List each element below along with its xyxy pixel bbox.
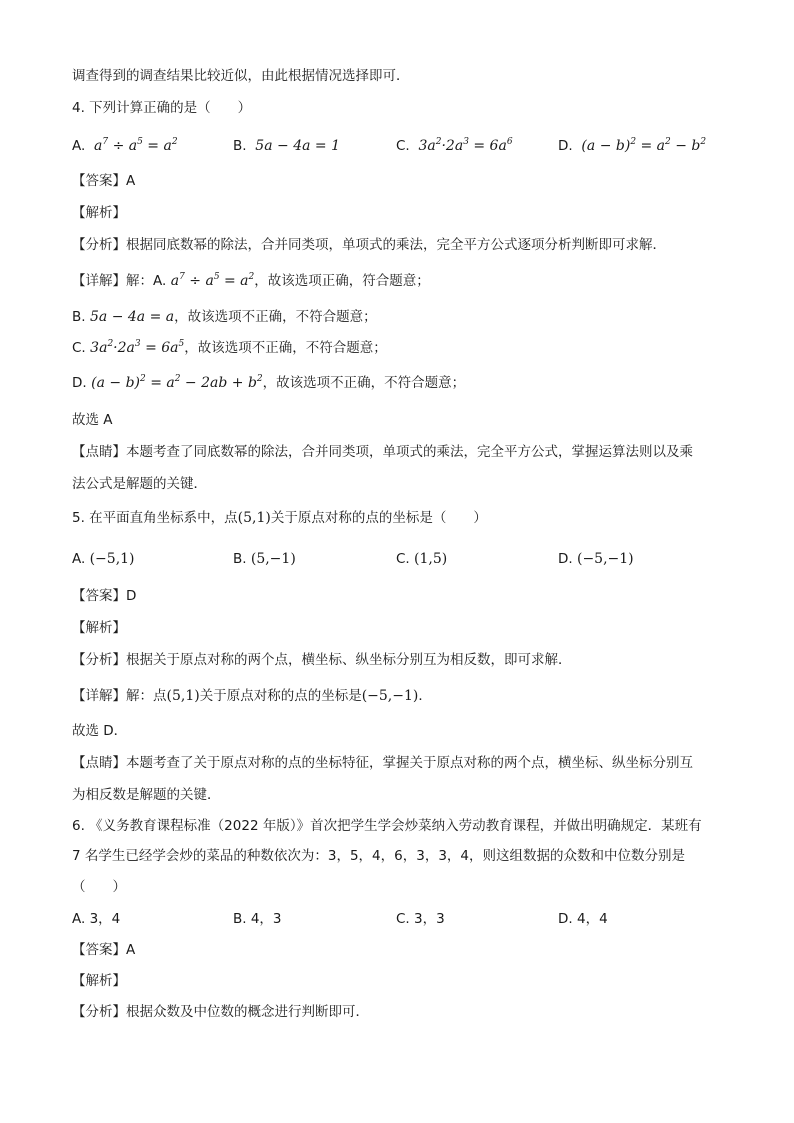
q4-xiangjie-c-formula: $3a^2\cdot 2a^3 = 6a^5$ [85,339,185,356]
q4-xiangjie-a [72,271,430,291]
q4-xiangjie-b-formula: 5a − 4a = a [85,309,175,325]
q5-stem [72,508,487,528]
q5-xiangjie-prefix: 【详解】解：点 [72,688,167,704]
q4-d-prefix: D. [72,375,87,391]
q5-stem-suffix: 关于原点对称的点的坐标是（ ） [270,510,487,526]
q4-xiangjie-a-formula: $a^7 \div a^5 = a^2$ [166,272,255,289]
q4-option-b [233,136,340,156]
q4-answer: 【答案】A [72,173,136,189]
q4-option-a [72,136,178,156]
q4-option-d [558,136,706,156]
q6-fenxi: 【分析】根据众数及中位数的概念进行判断即可． [72,1004,369,1020]
q5-option-b-value: (5,−1) [250,551,296,567]
q4-option-c-label: C. [396,138,410,154]
q4-jiexi: 【解析】 [72,205,126,221]
q5-xiangjie-mid: 关于原点对称的点的坐标是 [199,688,362,704]
q5-option-c-value: (1,5) [414,551,448,567]
q5-option-a [72,549,135,569]
q4-d-tail: ，故该选项不正确，不符合题意； [262,375,466,391]
q5-option-c-label: C. [396,551,410,567]
q4-dianjing-1: 【点睛】本题考查了同底数幂的除法，合并同类项，单项式的乘法，完全平方公式，掌握运算法则以及乘 [72,444,693,460]
q5-option-d [558,549,634,569]
q6-jiexi: 【解析】 [72,973,126,989]
q4-option-b-formula: 5a − 4a = 1 [250,138,340,154]
q4-xiangjie-c [72,338,387,358]
q5-option-a-label: A. [72,551,86,567]
intro-line: 调查得到的调查结果比较近似，由此根据情况选择即可． [72,68,410,84]
q4-b-tail: ，故该选项不正确，不符合题意； [174,309,377,325]
q4-dianjing-2: 法公式是解题的关键． [72,476,207,492]
q5-option-a-value: (−5,1) [89,551,135,567]
q4-c-tail: ，故该选项不正确，不符合题意； [184,340,387,356]
q4-xiangjie-d [72,373,465,393]
q4-option-a-label: A. [72,138,86,154]
q5-option-c [396,549,447,569]
q5-dianjing-2: 为相反数是解题的关键． [72,787,221,803]
q6-option-a: A. 3，4 [72,911,121,927]
q5-xiangjie-point: (5,1) [166,688,200,704]
q4-option-b-label: B. [233,138,247,154]
q6-stem-1: 6. 《义务教育课程标准（2022 年版）》首次把学生学会炒菜纳入劳动教育课程，并做出明确规定．某班有 [72,818,702,834]
q4-fenxi: 【分析】根据同底数幂的除法，合并同类项，单项式的乘法，完全平方公式逐项分析判断即可求解． [72,237,666,253]
q5-xiangjie-result: (−5,−1) [361,688,419,704]
q4-xiangjie-d-formula: $(a - b)^2 = a^2 - 2ab + b^2$ [86,374,263,391]
q6-stem-2: 7 名学生已经学会炒的菜品的种数依次为：3，5，4，6，3，3，4，则这组数据的众数和中位数分别是 [72,848,686,864]
q4-option-d-formula: $(a - b)^2 = a^2 - b^2$ [576,137,707,154]
q5-xiangjie-end: ． [418,688,432,704]
q5-stem-point: (5,1) [237,510,271,526]
q6-stem-3: （ ） [72,879,126,895]
q5-answer: 【答案】D [72,588,137,604]
q6-option-b: B. 4，3 [233,911,282,927]
q5-fenxi: 【分析】根据关于原点对称的两个点，横坐标、纵坐标分别互为相反数，即可求解． [72,652,572,668]
q5-guxuan: 故选 D． [72,723,128,739]
q4-option-c-formula: $3a^2\cdot 2a^3 = 6a^6$ [414,137,513,154]
q5-option-d-label: D. [558,551,573,567]
q5-dianjing-1: 【点睛】本题考查了关于原点对称的点的坐标特征，掌握关于原点对称的两个点，横坐标、纵坐标分别互 [72,755,693,771]
q4-option-a-formula: $a^7 \div a^5 = a^2$ [89,137,178,154]
q4-c-prefix: C. [72,340,86,356]
q5-xiangjie [72,686,432,706]
q4-stem: 4. 下列计算正确的是（ ） [72,100,252,116]
q4-xiangjie-prefix: 【详解】解：A. [72,273,167,289]
q5-option-b [233,549,296,569]
q5-jiexi: 【解析】 [72,620,126,636]
q5-stem-prefix: 5. 在平面直角坐标系中，点 [72,510,238,526]
q6-answer: 【答案】A [72,942,136,958]
q4-option-d-label: D. [558,138,573,154]
q4-guxuan: 故选 A [72,412,113,428]
q4-xiangjie-b [72,307,377,327]
q4-option-c [396,136,513,156]
q4-xiangjie-a-tail: ，故该选项正确，符合题意； [254,273,430,289]
q6-option-d: D. 4，4 [558,911,608,927]
q5-option-d-value: (−5,−1) [576,551,634,567]
q4-b-prefix: B. [72,309,86,325]
q6-option-c: C. 3，3 [396,911,445,927]
q5-option-b-label: B. [233,551,247,567]
